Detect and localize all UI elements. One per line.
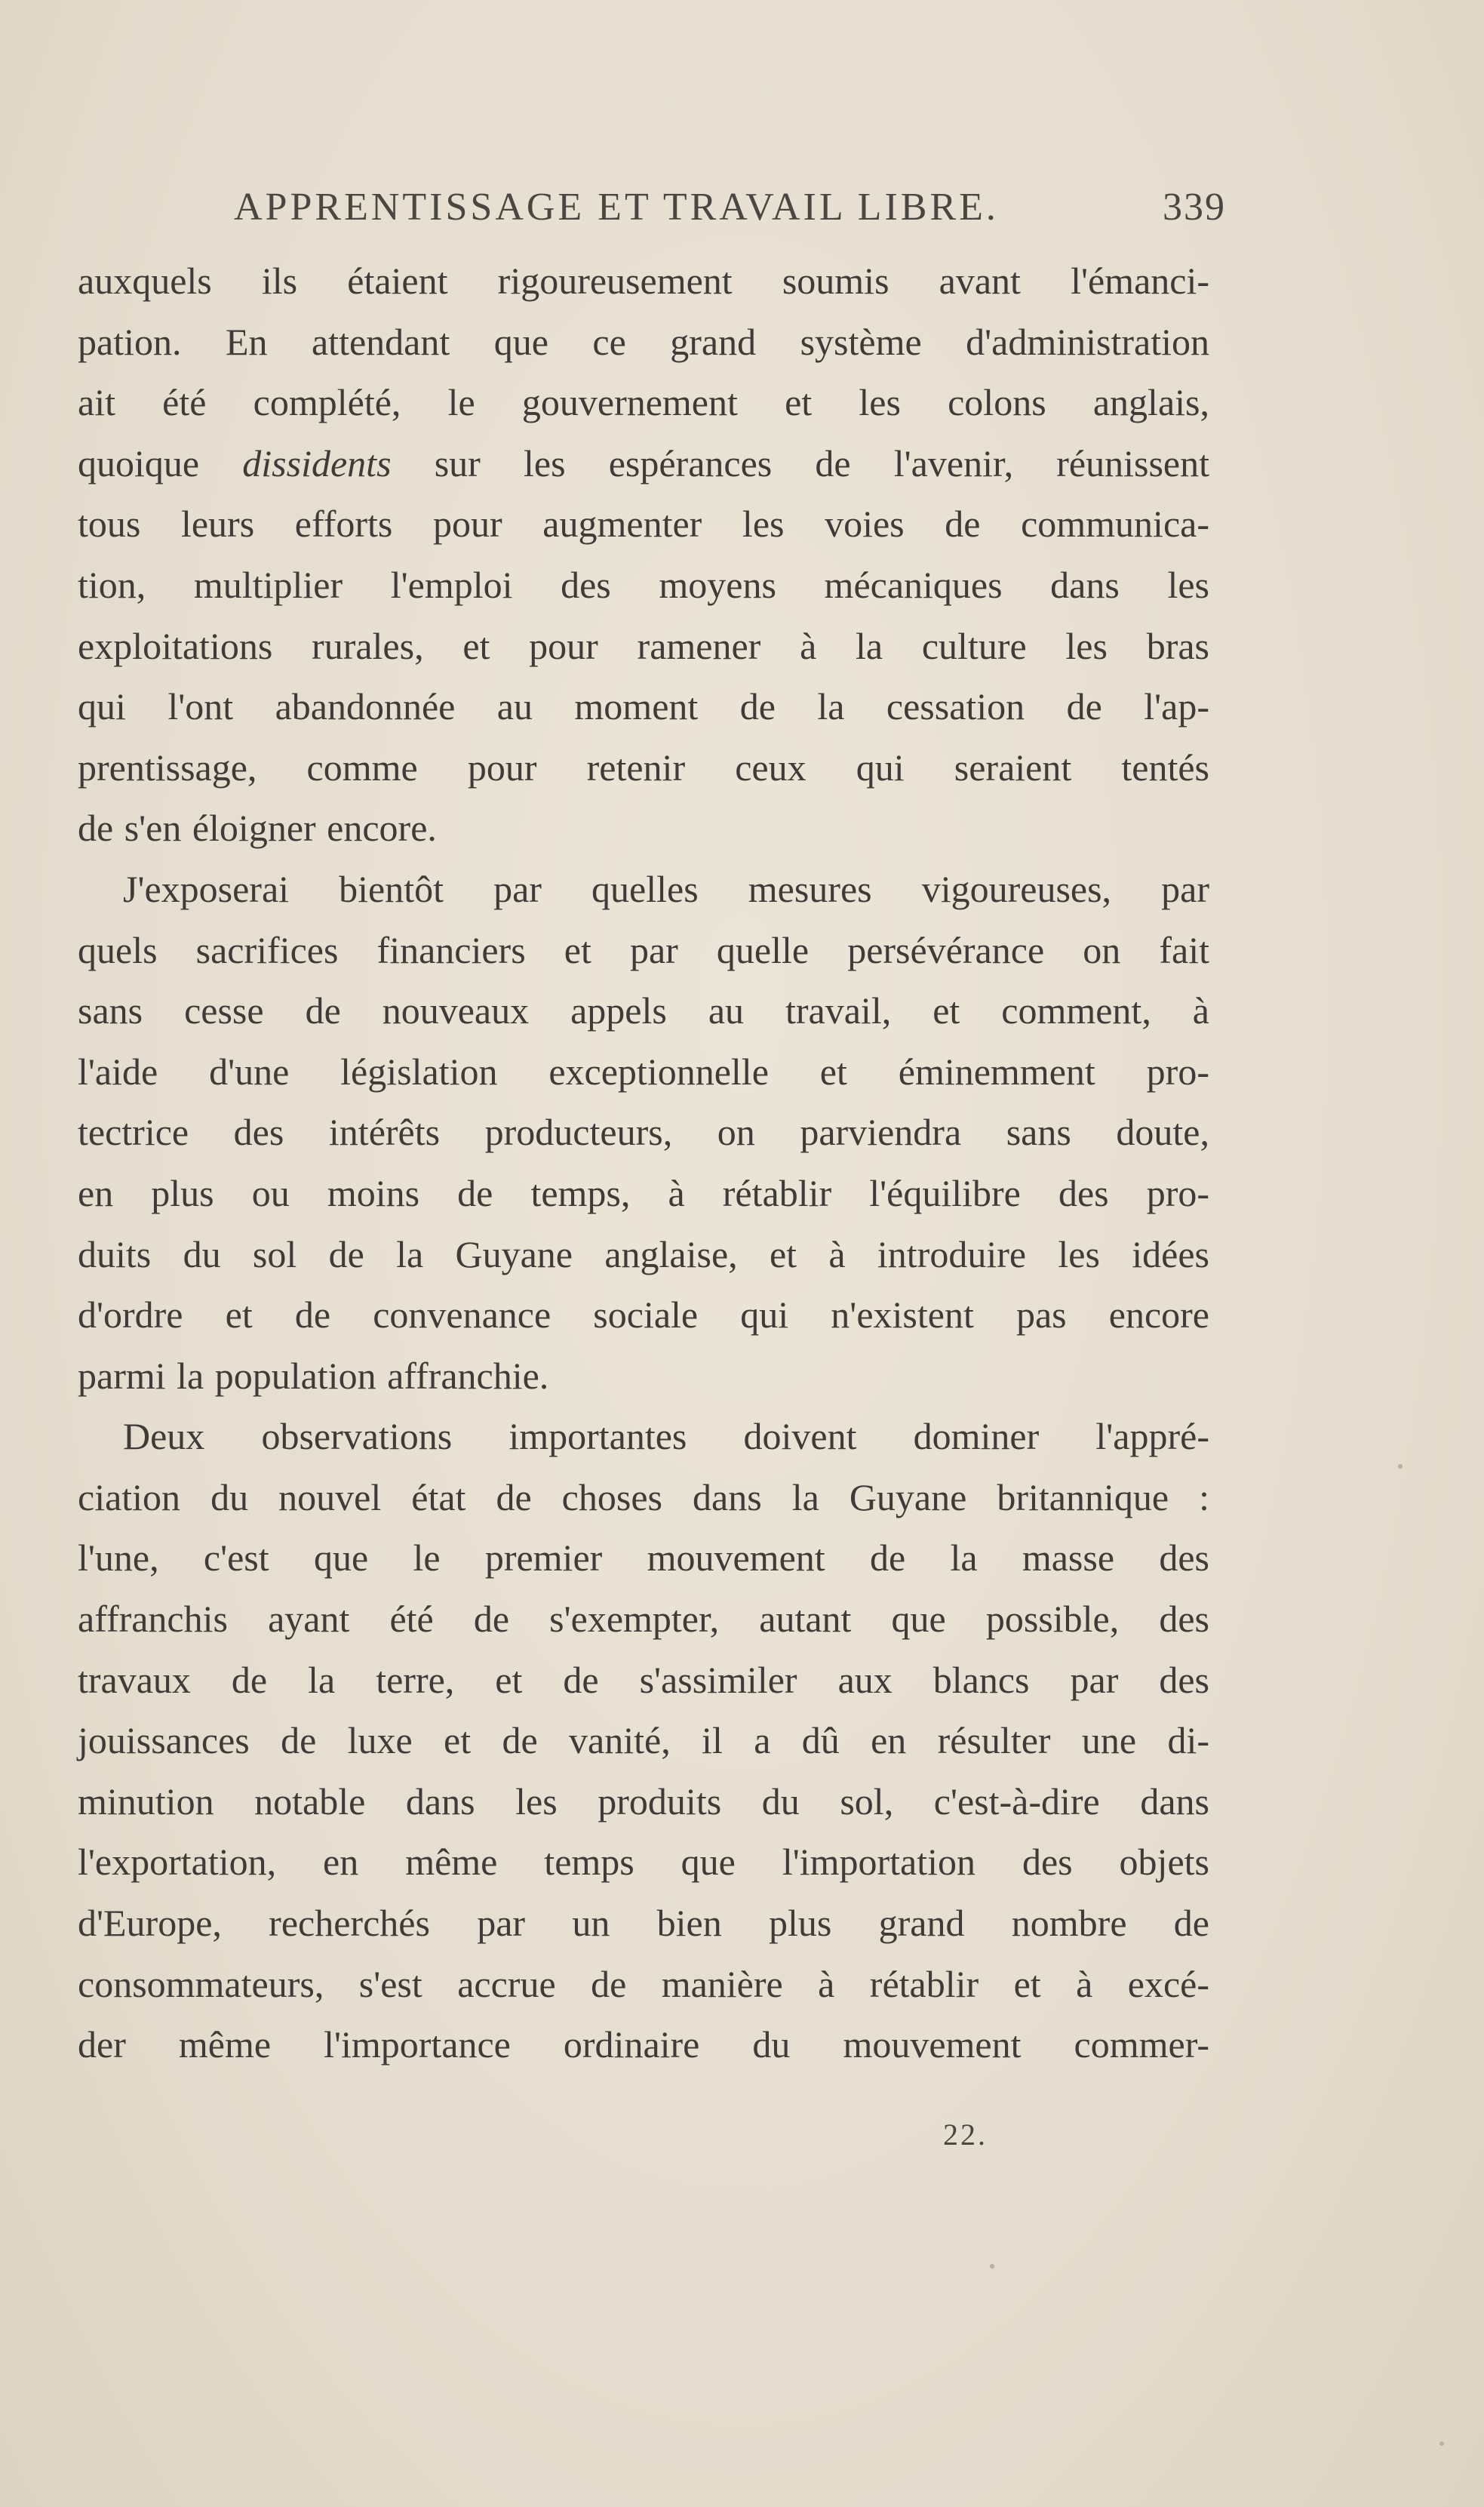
text-line: quels sacrifices financiers et par quelle persévérance on fait bbox=[78, 928, 1209, 971]
running-title: APPRENTISSAGE ET TRAVAIL LIBRE. bbox=[234, 186, 999, 229]
text-line: jouissances de luxe et de vanité, il a dû en résulter une di- bbox=[78, 1719, 1209, 1762]
text-line: affranchis ayant été de s'exempter, autant que possible, des bbox=[78, 1598, 1209, 1641]
text-line: l'une, c'est que le premier mouvement de la masse des bbox=[78, 1536, 1209, 1580]
text-line-mixed bbox=[78, 433, 1209, 494]
paper-speck bbox=[1398, 1464, 1403, 1469]
text-line: pation. En attendant que ce grand système d'administration bbox=[78, 320, 1209, 363]
italic-word: dissidents bbox=[242, 441, 392, 484]
running-header bbox=[234, 185, 1226, 238]
paragraph-2 bbox=[78, 859, 1209, 1406]
text-line: Deux observations importantes doivent dominer l'appré- bbox=[123, 1415, 1209, 1458]
paragraph-1 bbox=[78, 251, 1209, 859]
paper-speck bbox=[1439, 2441, 1444, 2446]
text-line: J'exposerai bientôt par quelles mesures vigoureuses, par bbox=[123, 867, 1209, 910]
text-line: sans cesse de nouveaux appels au travail, et comment, à bbox=[78, 989, 1209, 1032]
paper-speck bbox=[990, 2264, 994, 2269]
text-line: l'exportation, en même temps que l'importation des objets bbox=[78, 1841, 1209, 1884]
text-segment: quoique bbox=[78, 441, 200, 484]
text-line: ait été complété, le gouvernement et les colons anglais, bbox=[78, 381, 1209, 424]
text-line: d'ordre et de convenance sociale qui n'existent pas encore bbox=[78, 1293, 1209, 1337]
paragraph-3 bbox=[78, 1406, 1209, 2075]
text-line: d'Europe, recherchés par un bien plus grand nombre de bbox=[78, 1902, 1209, 1945]
text-line: duits du sol de la Guyane anglaise, et à introduire les idées bbox=[78, 1232, 1209, 1275]
text-line: de s'en éloigner encore. bbox=[78, 807, 437, 850]
text-line: l'aide d'une législation exceptionnelle et éminemment pro- bbox=[78, 1050, 1209, 1093]
text-segment: sur les espérances de l'avenir, réunissent bbox=[434, 441, 1210, 484]
text-line: qui l'ont abandonnée au moment de la cessation de l'ap- bbox=[78, 685, 1209, 728]
text-line: travaux de la terre, et de s'assimiler aux blancs par des bbox=[78, 1658, 1209, 1701]
text-line: tectrice des intérêts producteurs, on parviendra sans doute, bbox=[78, 1111, 1209, 1154]
text-line: en plus ou moins de temps, à rétablir l'équilibre des pro- bbox=[78, 1171, 1209, 1214]
body-text bbox=[78, 251, 1209, 2075]
text-line: exploitations rurales, et pour ramener à la culture les bras bbox=[78, 624, 1209, 667]
text-line: ciation du nouvel état de choses dans la Guyane britannique : bbox=[78, 1475, 1209, 1518]
text-line: tous leurs efforts pour augmenter les voies de communica- bbox=[78, 503, 1209, 546]
text-line: minution notable dans les produits du sol, c'est-à-dire dans bbox=[78, 1780, 1209, 1823]
text-line: tion, multiplier l'emploi des moyens mécaniques dans les bbox=[78, 563, 1209, 606]
page-number: 339 bbox=[1163, 186, 1226, 229]
text-line: parmi la population affranchie. bbox=[78, 1354, 549, 1397]
text-line: auxquels ils étaient rigoureusement soumis avant l'émanci- bbox=[78, 260, 1209, 302]
text-line: der même l'importance ordinaire du mouvement commer- bbox=[78, 2023, 1209, 2066]
text-line: consommateurs, s'est accrue de manière à rétablir et à excé- bbox=[78, 1962, 1209, 2005]
text-line: prentissage, comme pour retenir ceux qui seraient tentés bbox=[78, 746, 1209, 789]
signature-mark: 22. bbox=[943, 2118, 988, 2152]
